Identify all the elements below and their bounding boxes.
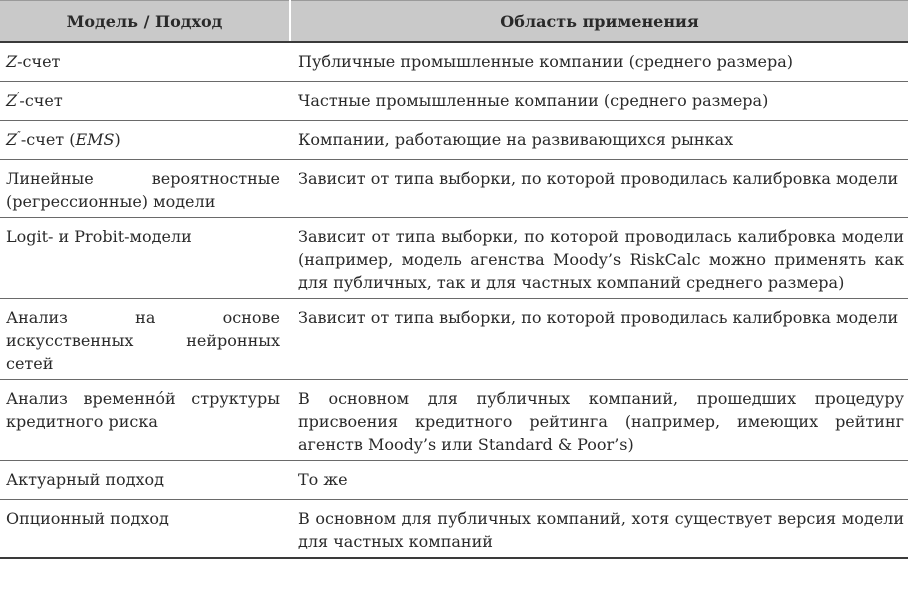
- model-cell: Анализ временно́й структуры кредитного риска: [0, 379, 290, 460]
- model-cell: [0, 81, 290, 120]
- scope-cell: Частные промышленные компании (среднего размера): [290, 81, 908, 120]
- model-prime: ′: [17, 91, 20, 103]
- model-prime: ″: [17, 130, 21, 142]
- model-cell: [0, 120, 290, 159]
- scope-cell: Компании, работающие на развивающихся рынках: [290, 120, 908, 159]
- header-model: Модель / Подход: [0, 1, 290, 43]
- model-cell: [0, 42, 290, 81]
- table-row: [0, 298, 908, 379]
- scope-cell: Публичные промышленные компании (среднего размера): [290, 42, 908, 81]
- scope-cell: Зависит от типа выборки, по которой проводилась калибровка модели (например, модель агенства Moody’s RiskCalc можно применять как для публичных, так и для частных компаний среднего размера): [290, 217, 908, 298]
- model-letter: Z: [6, 129, 18, 149]
- scope-cell: Зависит от типа выборки, по которой проводилась калибровка модели: [290, 159, 908, 217]
- scope-cell: В основном для публичных компаний, хотя существует версия модели для частных компаний: [290, 499, 908, 558]
- scope-cell: В основном для публичных компаний, прошедших процедуру присвоения кредитного рейтинга (например, имеющих рейтинг агенств Moody’s или Standard & Poor’s): [290, 379, 908, 460]
- model-suffix: -счет: [17, 52, 61, 71]
- table-row: [0, 460, 908, 499]
- scope-cell: То же: [290, 460, 908, 499]
- model-letter: Z: [6, 90, 18, 110]
- model-cell: Logit- и Probit-модели: [0, 217, 290, 298]
- model-suffix: -счет: [19, 90, 63, 110]
- table-row: [0, 499, 908, 558]
- table-row: [0, 42, 908, 81]
- model-paren: EMS: [75, 129, 115, 149]
- table-row: [0, 120, 908, 159]
- table-row: [0, 217, 908, 298]
- header-row: [0, 1, 908, 43]
- header-scope: Область применения: [290, 1, 908, 43]
- model-close: ): [114, 129, 121, 149]
- model-cell: Актуарный подход: [0, 460, 290, 499]
- model-suffix: -счет (: [20, 129, 76, 149]
- model-letter: Z: [6, 52, 18, 71]
- table-row: [0, 379, 908, 460]
- model-cell: Опционный подход: [0, 499, 290, 558]
- table-row: [0, 81, 908, 120]
- table-row: [0, 159, 908, 217]
- scope-cell: Зависит от типа выборки, по которой проводилась калибровка модели: [290, 298, 908, 379]
- model-cell: Анализ на основе искусственных нейронных сетей: [0, 298, 290, 379]
- model-cell: Линейные вероятностные (регрессионные) модели: [0, 159, 290, 217]
